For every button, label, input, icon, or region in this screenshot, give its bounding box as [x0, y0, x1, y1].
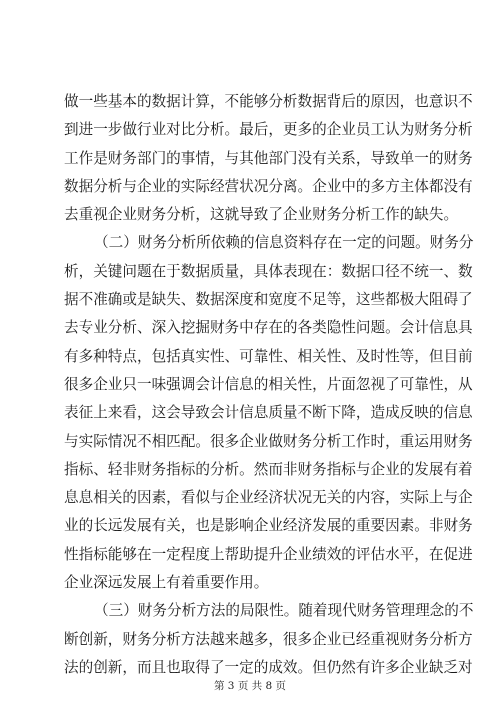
- text-line: 法的创新，而且也取得了一定的成效。但仍然有许多企业缺乏对: [64, 658, 473, 676]
- text-line: （二）财务分析所依赖的信息资料存在一定的问题。财务分: [94, 234, 474, 252]
- text-line: 表征上来看，这会导致会计信息质量不断下降，造成反映的信息: [64, 404, 473, 422]
- text-line: 断创新，财务分析方法越来越多，很多企业已经重视财务分析方: [64, 630, 473, 648]
- text-line: 据不准确或是缺失、数据深度和宽度不足等，这些都极大阻碍了: [64, 291, 473, 309]
- paragraph: [64, 88, 473, 229]
- text-line: 到进一步做行业对比分析。最后，更多的企业员工认为财务分析: [64, 121, 473, 139]
- text-line: 有多种特点，包括真实性、可靠性、相关性、及时性等，但目前: [64, 347, 473, 365]
- text-line: 析，关键问题在于数据质量，具体表现在：数据口径不统一、数: [64, 262, 473, 280]
- text-line: 数据分析与企业的实际经营状况分离。企业中的多方主体都没有: [64, 177, 473, 195]
- page-footer: 第 3 页 共 8 页: [213, 680, 287, 692]
- paragraph: [64, 597, 474, 682]
- text-line: 去重视企业财务分析，这就导致了企业财务分析工作的缺失。: [64, 206, 459, 224]
- text-line: 工作是财务部门的事情，与其他部门没有关系，导致单一的财务: [64, 149, 473, 167]
- text-line: 去专业分析、深入挖掘财务中存在的各类隐性问题。会计信息具: [64, 319, 473, 337]
- text-line: 指标、轻非财务指标的分析。然而非财务指标与企业的发展有着: [64, 460, 473, 478]
- text-line: 做一些基本的数据计算，不能够分析数据背后的原因，也意识不: [64, 93, 473, 110]
- text-line: 性指标能够在一定程度上帮助提升企业绩效的评估水平，在促进: [64, 545, 473, 563]
- text-line: 业的长远发展有关，也是影响企业经济发展的重要因素。非财务: [64, 517, 473, 535]
- body-text: [64, 88, 474, 682]
- text-line: 息息相关的因素，看似与企业经济状况无关的内容，实际上与企: [64, 489, 473, 507]
- text-line: 与实际情况不相匹配。很多企业做财务分析工作时，重运用财务: [64, 432, 473, 450]
- text-line: （三）财务分析方法的局限性。随着现代财务管理理念的不: [94, 602, 474, 620]
- text-line: 很多企业只一味强调会计信息的相关性，片面忽视了可靠性，从: [64, 375, 473, 393]
- text-line: 企业深远发展上有着重要作用。: [64, 574, 269, 592]
- paragraph: [64, 229, 474, 597]
